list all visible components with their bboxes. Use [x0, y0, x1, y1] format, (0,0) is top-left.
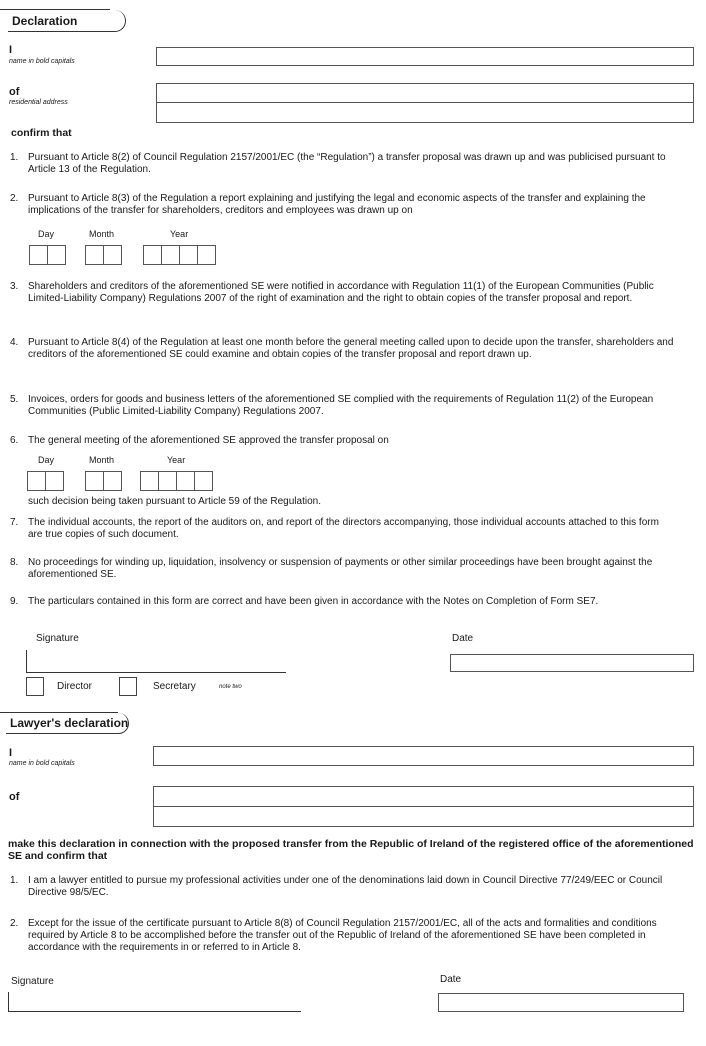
item-6-year-box-1[interactable] [140, 471, 159, 491]
date-label: Date [452, 633, 474, 644]
item-1-text: Pursuant to Article 8(2) of Council Regulation 2157/2001/EC (the “Regulation”) a transfer proposal was drawn up and was publicised pursuant to Article 13 of the Regulation. [28, 152, 666, 175]
item-7-text: The individual accounts, the report of the auditors on, and report of the directors accompanying, those individual accounts attached to this form are true copies of such document. [28, 517, 659, 540]
item-2-day-box-1[interactable] [29, 245, 48, 265]
i-label: I [9, 44, 13, 56]
address-field-line1[interactable] [156, 83, 694, 103]
tab-top-rule [0, 9, 110, 10]
confirm-that: confirm that [11, 127, 72, 139]
item-6-year-box-4[interactable] [194, 471, 213, 491]
item-4-number: 4. [10, 337, 19, 348]
item-2-year-box-3[interactable] [179, 245, 198, 265]
lawyer-address-field-line2[interactable] [153, 806, 694, 827]
lawyer-name-field[interactable] [153, 746, 694, 766]
item-8-text: No proceedings for winding up, liquidation, insolvency or suspension of payments or other similar proceedings have been brought against the aforementioned SE. [28, 557, 653, 580]
item-9-text: The particulars contained in this form are correct and have been given in accordance with the Notes on Completion of Form SE7. [28, 596, 599, 607]
date-field[interactable] [450, 654, 694, 672]
item-6-after-text: such decision being taken pursuant to Article 59 of the Regulation. [28, 496, 321, 507]
director-checkbox[interactable] [26, 677, 44, 696]
item-2-month-label: Month [89, 229, 115, 239]
signature-label: Signature [36, 633, 79, 644]
item-2-month-box-2[interactable] [103, 245, 122, 265]
item-6-month-box-2[interactable] [103, 471, 122, 491]
lawyer-item-2-text: Except for the issue of the certificate pursuant to Article 8(8) of Council Regulation 2157/2001/EC, all of the acts and formalities and conditions required by Article 8 to be accomplished before the transfer out of the Republic of Ireland of the aforementioned SE have been completed in accordance with the requirements in or referred to in Article 8. [28, 918, 657, 953]
of-sublabel: residential address [9, 99, 68, 106]
lawyer-declaration-title: Lawyer's declaration [6, 713, 129, 734]
lawyer-item-2-number: 2. [10, 918, 19, 929]
item-9-number: 9. [10, 596, 19, 607]
lawyer-item-1-text: I am a lawyer entitled to pursue my professional activities under one of the denominations laid down in Council Directive 77/249/EEC or Council Directive 98/5/EC. [28, 875, 663, 898]
lawyer-date-field[interactable] [438, 993, 684, 1012]
lawyer-signature-field[interactable] [8, 992, 301, 1012]
item-6-day-box-1[interactable] [27, 471, 46, 491]
item-2-number: 2. [10, 193, 19, 204]
lawyer-of-label: of [9, 791, 20, 803]
item-2-year-box-1[interactable] [143, 245, 162, 265]
note-two: note two [219, 684, 242, 690]
signature-field[interactable] [26, 650, 286, 673]
secretary-checkbox[interactable] [119, 677, 137, 696]
director-label: Director [57, 681, 93, 692]
item-6-year-label: Year [167, 455, 186, 465]
item-2-year-box-2[interactable] [161, 245, 180, 265]
lawyer-signature-label: Signature [11, 976, 54, 987]
item-2-day-box-2[interactable] [47, 245, 66, 265]
item-3-number: 3. [10, 281, 19, 292]
item-1-number: 1. [10, 152, 19, 163]
lawyer-item-1-number: 1. [10, 875, 19, 886]
item-6-day-box-2[interactable] [45, 471, 64, 491]
declaration-title: Declaration [8, 10, 126, 32]
item-6-text: The general meeting of the aforementioned SE approved the transfer proposal on [28, 435, 389, 446]
item-3-text: Shareholders and creditors of the aforementioned SE were notified in accordance with Regulation 11(1) of the European Communities (Public Limited-Liability Company) Regulations 2007 of the right of examination and the right to obtain copies of the transfer proposal and report. [28, 281, 654, 304]
item-6-year-box-2[interactable] [158, 471, 177, 491]
name-field[interactable] [156, 47, 694, 66]
of-label: of [9, 86, 20, 98]
item-2-month-box-1[interactable] [85, 245, 104, 265]
i-sublabel: name in bold capitals [9, 58, 75, 65]
address-field-line2[interactable] [156, 102, 694, 123]
item-2-day-label: Day [38, 229, 55, 239]
item-6-day-label: Day [38, 455, 55, 465]
item-6-month-label: Month [89, 455, 115, 465]
item-5-number: 5. [10, 394, 19, 405]
lawyer-address-field-line1[interactable] [153, 786, 694, 807]
lawyer-date-label: Date [440, 974, 462, 985]
lawyer-i-label: I [9, 747, 13, 759]
item-2-year-box-4[interactable] [197, 245, 216, 265]
item-7-number: 7. [10, 517, 19, 528]
item-6-number: 6. [10, 435, 19, 446]
lawyer-i-sublabel: name in bold capitals [9, 760, 75, 767]
secretary-label: Secretary [153, 681, 196, 692]
item-2-year-label: Year [170, 229, 189, 239]
item-2-text: Pursuant to Article 8(3) of the Regulation a report explaining and justifying the legal and economic aspects of the transfer and explaining the implications of the transfer for shareholders, creditors and employees was drawn up on [28, 193, 646, 216]
lawyer-intro: make this declaration in connection with the proposed transfer from the Republic of Ireland of the registered office of the aforementioned SE and confirm that [8, 838, 694, 862]
item-6-year-box-3[interactable] [176, 471, 195, 491]
item-4-text: Pursuant to Article 8(4) of the Regulation at least one month before the general meeting called upon to decide upon the transfer, shareholders and creditors of the aforementioned SE could examine and obtain copies of the transfer proposal and report drawn up. [28, 337, 674, 360]
item-5-text: Invoices, orders for goods and business letters of the aforementioned SE complied with the requirements of Regulation 11(2) of the European Communities (Public Limited-Liability Company) Regulations 2007. [28, 394, 654, 417]
item-6-month-box-1[interactable] [85, 471, 104, 491]
item-8-number: 8. [10, 557, 19, 568]
